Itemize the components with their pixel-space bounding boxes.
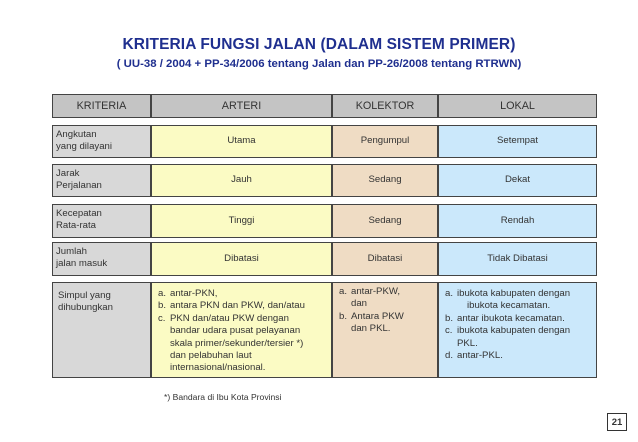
lokal-simpul (438, 282, 597, 378)
lokal-jumlah: Tidak Dibatasi (438, 242, 597, 276)
kolektor-kecepatan: Sedang (332, 204, 438, 238)
page-number: 21 (607, 413, 627, 431)
list-item: a. ibukota kabupaten dengan ibukota kecamatan. (445, 288, 571, 312)
list-item: b. antar ibukota kecamatan. (445, 312, 565, 324)
header-kolektor: KOLEKTOR (332, 94, 438, 118)
row-label-kecepatan: Kecepatan Rata-rata (52, 204, 151, 238)
arteri-simpul (151, 282, 332, 378)
row-label-jumlah: Jumlah jalan masuk (52, 242, 151, 276)
header-kriteria: KRITERIA (52, 94, 151, 118)
list-item: c. ibukota kabupaten dengan PKL. (445, 325, 571, 349)
row-label-angkutan: Angkutan yang dilayani (52, 125, 151, 158)
kolektor-jarak: Sedang (332, 164, 438, 197)
row-label-simpul: Simpul yang dihubungkan (52, 282, 151, 378)
list-item: b. antara PKN dan PKW, dan/atau (158, 300, 305, 312)
list-item: a. antar-PKN, (158, 288, 218, 299)
page-title: KRITERIA FUNGSI JALAN (DALAM SISTEM PRIMER) (122, 36, 516, 53)
header-lokal: LOKAL (438, 94, 597, 118)
lokal-angkutan: Setempat (438, 125, 597, 158)
list-item: d. antar-PKL. (445, 350, 503, 362)
list-item: c. PKN dan/atau PKW dengan bandar udara pusat pelayanan skala primer/sekunder/tersier *) dan pelabuhan laut internasional/nasional. (158, 312, 304, 374)
footnote: *) Bandara di Ibu Kota Provinsi (164, 392, 282, 402)
arteri-angkutan: Utama (151, 125, 332, 158)
arteri-jumlah: Dibatasi (151, 242, 332, 276)
header-arteri: ARTERI (151, 94, 332, 118)
kolektor-angkutan: Pengumpul (332, 125, 438, 158)
arteri-jarak: Jauh (151, 164, 332, 197)
row-label-jarak: Jarak Perjalanan (52, 164, 151, 197)
lokal-kecepatan: Rendah (438, 204, 597, 238)
lokal-jarak: Dekat (438, 164, 597, 197)
kolektor-simpul (332, 282, 438, 378)
kolektor-jumlah: Dibatasi (332, 242, 438, 276)
list-item: b. Antara PKW dan PKL. (339, 310, 404, 335)
page-subtitle: ( UU-38 / 2004 + PP-34/2006 tentang Jalan dan PP-26/2008 tentang RTRWN) (116, 58, 522, 70)
list-item: a. antar-PKW, dan (339, 286, 401, 310)
arteri-kecepatan: Tinggi (151, 204, 332, 238)
